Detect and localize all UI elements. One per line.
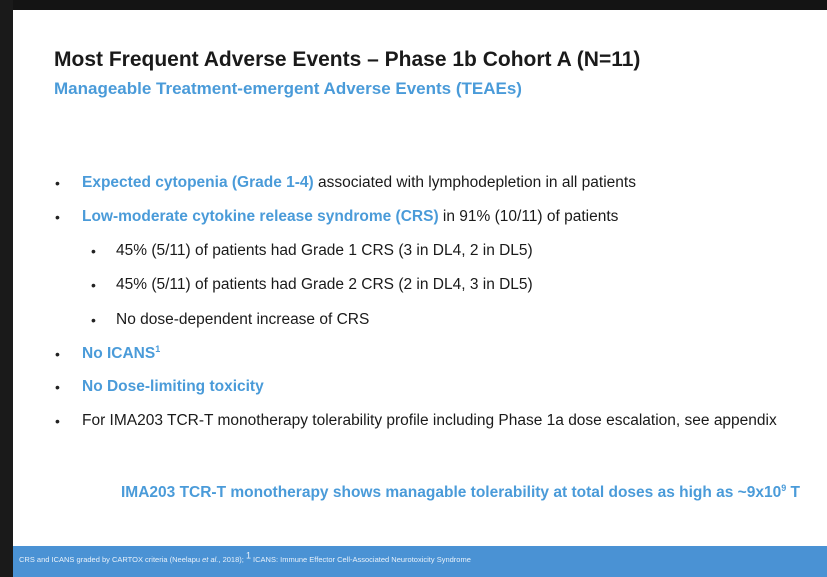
footer-bar <box>13 546 827 577</box>
footnote-part3: ICANS: Immune Effector Cell-Associated Neurotoxicity Syndrome <box>250 555 471 564</box>
conclusion-exponent: 9 <box>781 482 787 493</box>
conclusion-tail: T <box>786 484 801 501</box>
bullet-icans <box>55 343 161 364</box>
left-frame-bar <box>0 0 13 577</box>
bullet-marker: • <box>55 175 60 191</box>
slide-subtitle: Manageable Treatment-emergent Adverse Events (TEAEs) <box>54 79 522 98</box>
bullet-cytopenia <box>55 173 636 193</box>
footnote-italic: et al. <box>202 555 219 564</box>
bullet-text: in 91% (10/11) of patients <box>438 208 619 225</box>
footnote-part1: CRS and ICANS graded by CARTOX criteria (Neelapu <box>19 555 203 564</box>
bullet-marker: • <box>55 379 60 395</box>
bullet-marker: • <box>55 209 60 225</box>
bullet-text: 45% (5/11) of patients had Grade 1 CRS (3 in DL4, 2 in DL5) <box>116 242 533 259</box>
bullet-marker: • <box>91 277 96 293</box>
footnote <box>19 550 471 564</box>
conclusion-statement <box>121 484 800 502</box>
bullet-text: 45% (5/11) of patients had Grade 2 CRS (2 in DL4, 3 in DL5) <box>116 276 533 293</box>
sub-bullet-grade1 <box>91 241 533 261</box>
bullet-marker: • <box>55 413 60 429</box>
bullet-marker: • <box>91 243 96 259</box>
bullet-text: No dose-dependent increase of CRS <box>116 311 370 328</box>
conclusion-text: IMA203 TCR-T monotherapy shows managable tolerability at total doses as high as ~9x10 <box>121 484 782 501</box>
bullet-highlight: Expected cytopenia (Grade 1-4) <box>82 174 314 191</box>
bullet-crs <box>55 207 619 227</box>
bullet-monotherapy <box>55 411 777 431</box>
sub-bullet-grade2 <box>91 275 533 295</box>
bullet-marker: • <box>55 346 60 362</box>
footnote-sup: 1 <box>245 550 251 561</box>
sub-bullet-no-dose-dependence <box>91 310 370 330</box>
slide-title: Most Frequent Adverse Events – Phase 1b Cohort A (N=11) <box>54 48 641 71</box>
bullet-dlt <box>55 377 264 397</box>
bullet-highlight: Low-moderate cytokine release syndrome (CRS) <box>82 208 439 225</box>
bullet-text: associated with lymphodepletion in all patients <box>313 174 636 191</box>
slide <box>13 10 827 577</box>
bullet-text: For IMA203 TCR-T monotherapy tolerability profile including Phase 1a dose escalation, see appendix <box>82 412 777 429</box>
top-frame-bar <box>0 0 827 10</box>
footnote-part2: , 2018); <box>218 555 246 564</box>
bullet-highlight: No Dose-limiting toxicity <box>82 378 264 395</box>
bullet-marker: • <box>91 312 96 328</box>
bullet-highlight: No ICANS <box>82 345 156 362</box>
footnote-marker: 1 <box>155 343 161 354</box>
